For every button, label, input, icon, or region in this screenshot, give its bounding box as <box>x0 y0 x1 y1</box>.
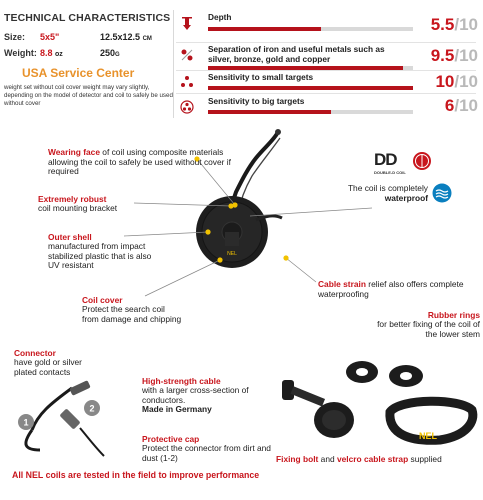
velcro-strap-illustration <box>380 392 480 452</box>
callout-waterproof: The coil is completely waterproof <box>347 183 428 203</box>
connector-illustration <box>10 374 120 464</box>
dd-coil-icon <box>412 151 432 171</box>
callout-fixing-bolt: Fixing bolt and velcro cable strap supplied <box>276 454 442 464</box>
weight-oz: 8.8 oz <box>40 48 63 58</box>
svg-text:NEL: NEL <box>227 251 237 257</box>
callout-protective-cap: Protective cap Protect the connector from dirt and dust (1-2) <box>142 434 271 463</box>
footer-note: All NEL coils are tested in the field to improve performance <box>12 470 260 480</box>
rating-score-small-targets: 10/10 <box>435 72 478 91</box>
connector-cable <box>32 388 72 430</box>
callout-high-strength-cable: High-strength cable with a larger cross-section of conductors. Made in Germany <box>142 376 249 415</box>
usa-service-center: USA Service Center <box>22 66 135 80</box>
rating-score-separation: 9.5/10 <box>430 46 478 65</box>
callout-rubber-rings: Rubber rings for better fixing of the coil of the lower stem <box>377 310 480 339</box>
rating-label-separation: Separation of iron and useful metals such as silver, bronze, gold and copper <box>208 44 385 64</box>
rating-score-big-targets: 6/10 <box>444 96 478 115</box>
size-inches: 5x5" <box>40 32 60 42</box>
svg-text:1: 1 <box>23 417 29 428</box>
dd-logo: DD DOUBLE-D COIL <box>374 150 406 175</box>
tech-title: TECHNICAL CHARACTERISTICS <box>4 12 171 24</box>
callout-coil-cover: Coil cover Protect the search coil from damage and chipping <box>82 295 182 324</box>
callout-connector: Connector have gold or silver plated contacts <box>14 348 82 377</box>
rating-label-small-targets: Sensitivity to small targets <box>208 72 314 82</box>
waterproof-icon <box>432 183 452 203</box>
callout-cable-strain: Cable strain relief also offers complete waterproofing <box>318 279 464 299</box>
fixing-bolt-illustration <box>278 370 374 444</box>
weight-label: Weight: <box>4 48 37 58</box>
bolt-shaft <box>291 386 326 406</box>
callout-robust: Extremely robust coil mounting bracket <box>38 194 118 213</box>
callout-wearing-face: Wearing face of coil using composite materials allowing the coil to safely be used without cover if required <box>48 147 231 177</box>
rating-score-depth: 5.5/10 <box>430 15 478 34</box>
connector-plug <box>69 380 91 396</box>
svg-text:2: 2 <box>89 403 95 414</box>
rating-label-depth: Depth <box>208 12 232 22</box>
size-cm: 12.5x12.5 CM <box>100 32 152 42</box>
rating-label-big-targets: Sensitivity to big targets <box>208 96 305 106</box>
protective-cap <box>59 408 80 429</box>
strap-logo: NEL <box>419 431 437 441</box>
size-label: Size: <box>4 32 26 42</box>
weight-grams: 250G <box>100 48 120 58</box>
callout-outer-shell: Outer shell manufactured from impact stabilized plastic that is also UV resistant <box>48 232 152 271</box>
weight-note: weight set without coil cover weight may vary slightly, depending on the model of detector and coil to safely be used without cover <box>4 84 173 107</box>
